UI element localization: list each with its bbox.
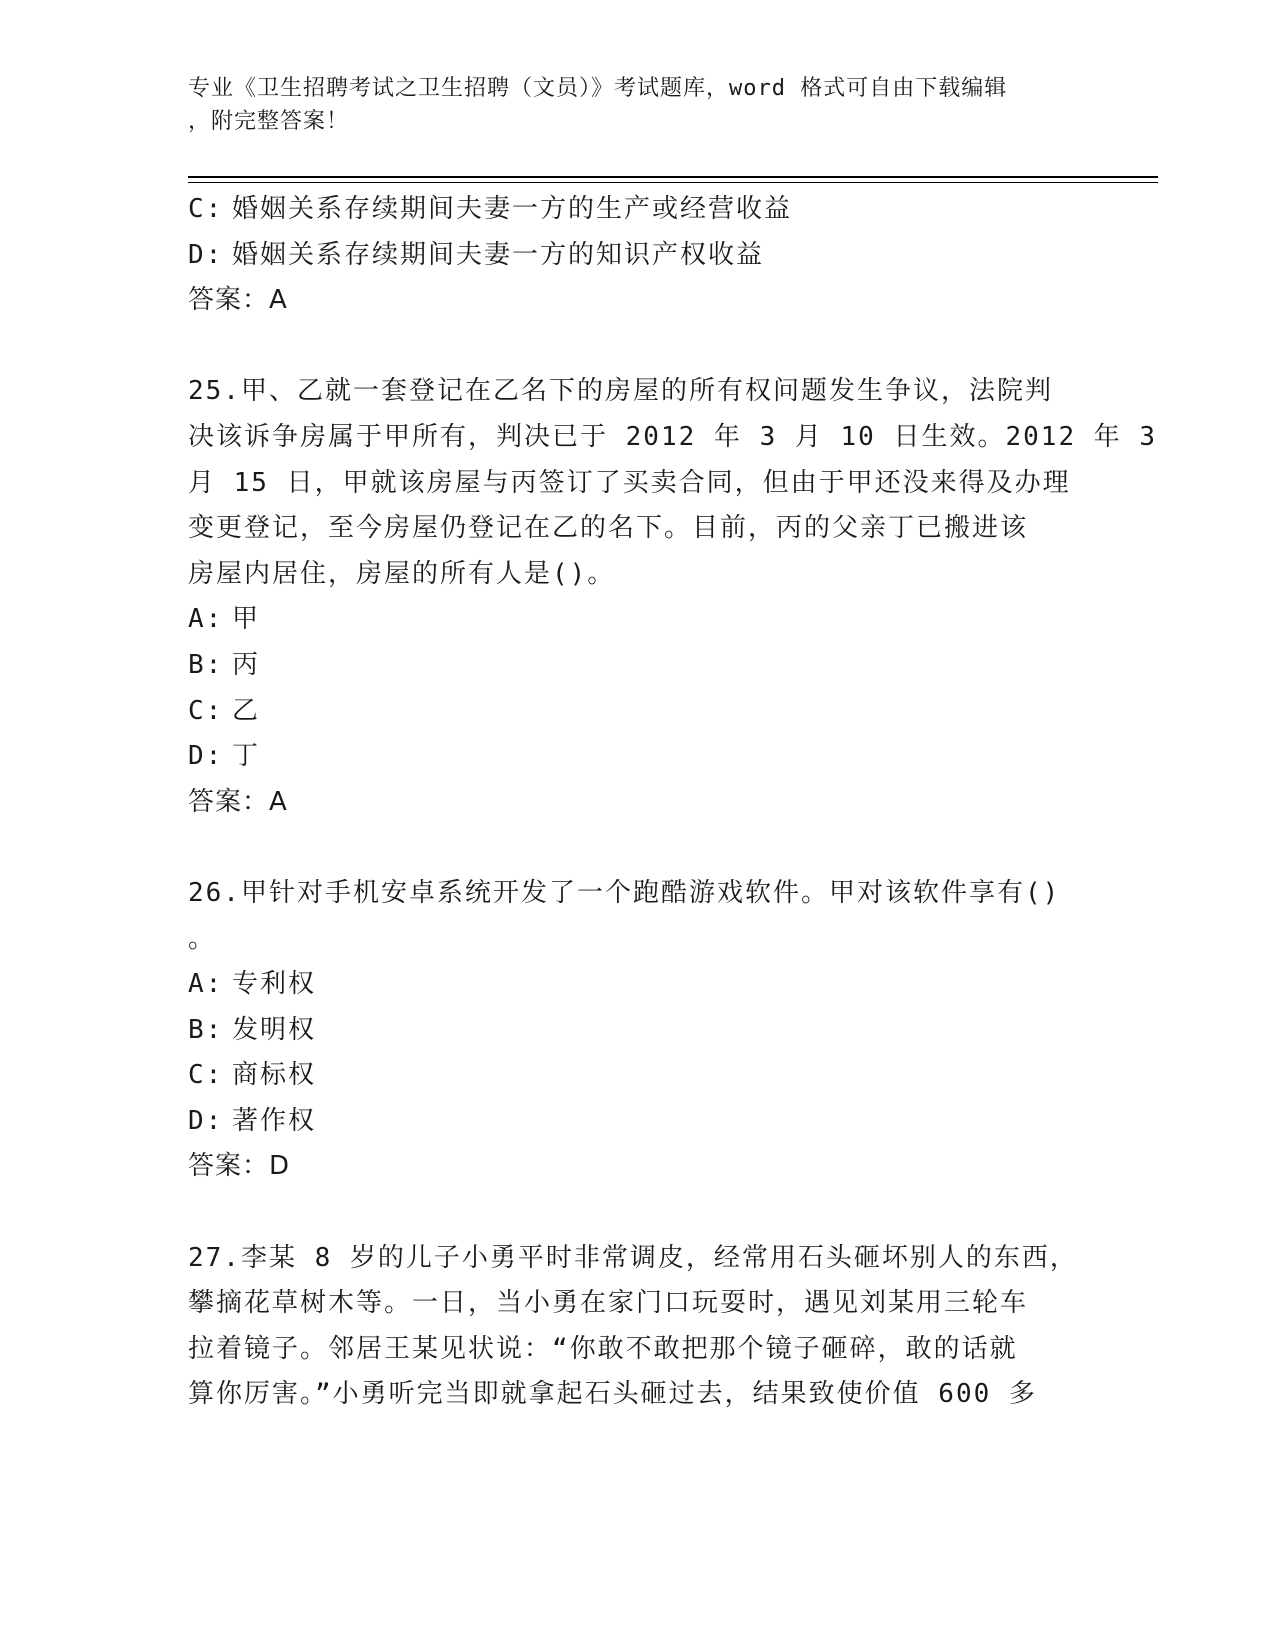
question-27: [188, 1236, 1078, 1418]
page-header: [188, 72, 1068, 138]
option-c: [188, 689, 1078, 735]
option-text: 发明权: [232, 1014, 317, 1045]
spacer: [188, 1190, 1078, 1236]
option-letter: D:: [188, 1105, 224, 1136]
spacer: [188, 324, 1078, 370]
question-text-line: 决该诉争房属于甲所有，判决已于 2012 年 3 月 10 日生效。2012 年 3: [188, 421, 1158, 452]
option-letter: B:: [188, 1014, 224, 1045]
header-divider-thin: [188, 182, 1158, 183]
question-text-line: 攀摘花草树木等。一日，当小勇在家门口玩耍时，遇见刘某用三轮车: [188, 1288, 1029, 1319]
spacer: [188, 825, 1078, 871]
question-25: [188, 369, 1158, 825]
question-26: [188, 871, 1078, 1190]
option-a: [188, 597, 1078, 643]
option-text: 丙: [232, 649, 261, 680]
option-text: 婚姻关系存续期间夫妻一方的知识产权收益: [232, 239, 765, 270]
option-b: [188, 1008, 1078, 1054]
answer-line: 答案：A: [188, 786, 288, 817]
option-letter: B:: [188, 649, 224, 680]
question-text-line: 月 15 日，甲就该房屋与丙签订了买卖合同，但由于甲还没来得及办理: [188, 467, 1071, 498]
option-text: 著作权: [232, 1105, 317, 1136]
option-text: 婚姻关系存续期间夫妻一方的生产或经营收益: [232, 194, 793, 224]
option-d: [188, 1099, 1078, 1145]
question-text-line: 27.李某 8 岁的儿子小勇平时非常调皮，经常用石头砸坏别人的东西，: [188, 1242, 1078, 1273]
header-line-1: 专业《卫生招聘考试之卫生招聘（文员）》考试题库，word 格式可自由下载编辑: [188, 76, 1008, 101]
option-letter: C:: [188, 695, 224, 726]
question-24-continued: [188, 187, 1078, 324]
header-line-2: ，附完整答案！: [188, 109, 350, 134]
option-text: 丁: [232, 741, 261, 772]
option-c: [188, 187, 1078, 233]
option-text: 商标权: [232, 1060, 317, 1091]
document-body: [188, 187, 1158, 1418]
header-divider: [188, 176, 1158, 178]
option-text: 乙: [232, 695, 261, 726]
answer-line: 答案：D: [188, 1151, 291, 1182]
option-letter: C:: [188, 1060, 224, 1091]
option-a: [188, 962, 1078, 1008]
option-letter: A:: [188, 604, 224, 635]
option-text: 专利权: [232, 969, 317, 1000]
option-letter: D:: [188, 741, 224, 772]
option-letter: C:: [188, 194, 224, 224]
question-text-line: 算你厉害。”小勇听完当即就拿起石头砸过去，结果致使价值 600 多: [188, 1379, 1037, 1410]
question-text-line: 。: [188, 923, 217, 954]
option-c: [188, 1053, 1078, 1099]
option-letter: D:: [188, 239, 224, 270]
question-text-line: 拉着镜子。邻居王某见状说：“你敢不敢把那个镜子砸碎，敢的话就: [188, 1333, 1018, 1364]
option-b: [188, 643, 1078, 689]
answer-line: 答案：A: [188, 285, 288, 316]
question-text-line: 房屋内居住，房屋的所有人是()。: [188, 558, 616, 589]
question-text-line: 变更登记，至今房屋仍登记在乙的名下。目前，丙的父亲丁已搬进该: [188, 513, 1029, 544]
option-text: 甲: [232, 604, 261, 635]
option-d: [188, 734, 1078, 780]
question-text-line: 25.甲、乙就一套登记在乙名下的房屋的所有权问题发生争议，法院判: [188, 376, 1053, 407]
option-letter: A:: [188, 969, 224, 1000]
question-text-line: 26.甲针对手机安卓系统开发了一个跑酷游戏软件。甲对该软件享有(): [188, 877, 1061, 908]
option-d: [188, 233, 1078, 279]
